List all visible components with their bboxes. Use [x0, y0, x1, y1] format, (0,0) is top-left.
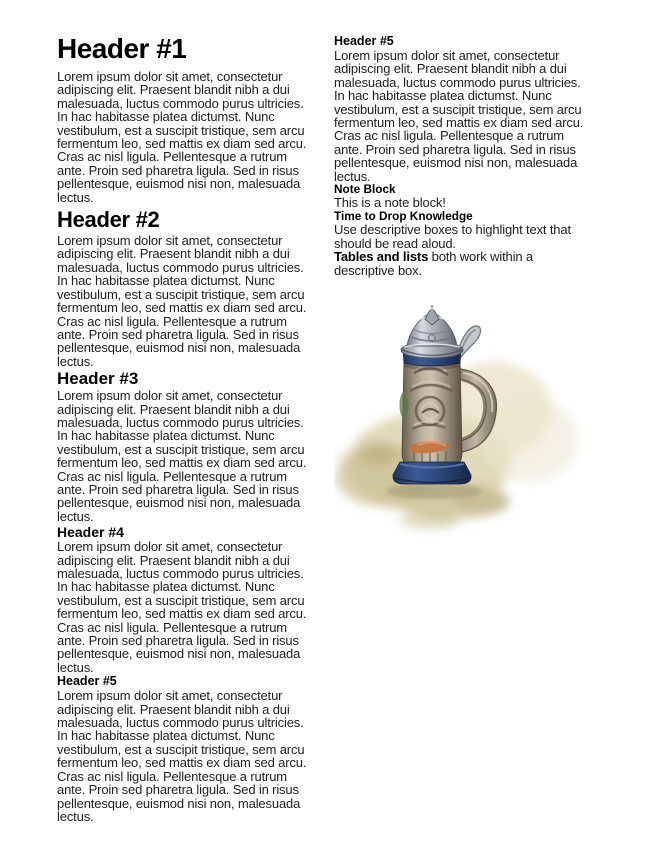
heading-4: Header #4 [57, 524, 124, 541]
drop-knowledge-label: Time to Drop Knowledge [334, 208, 473, 223]
tables-lists-paragraph [334, 250, 588, 277]
note-block-label: Note Block [334, 182, 396, 197]
heading-3: Header #3 [57, 369, 139, 389]
right-column [334, 34, 588, 537]
green-accent [400, 392, 409, 418]
tables-lists-rest: both work within a descriptive box. [334, 249, 533, 278]
heading-1: Header #1 [57, 33, 187, 64]
paragraph-4: Lorem ipsum dolor sit amet, consectetur adipiscing elit. Praesent blandit nibh a dui malesuada, luctus commodo purus ultricies. In hac habitasse platea dictumst. Nunc vestibulum, est a suscipit tristique, sem arcu fermentum leo, sed mattis ex diam sed arcu. Cras ac nisl ligula. Pellentesque a rutrum ante. Proin sed pharetra ligula. Sed in risus pellentesque, euismod nisi non, malesuada lectus. [57, 539, 307, 675]
heading-5-right: Header #5 [334, 34, 394, 48]
drop-knowledge-text: Use descriptive boxes to highlight text that should be read aloud. [334, 222, 571, 251]
stein-shadow [386, 483, 482, 499]
stein-body [400, 359, 463, 468]
stein-lid [401, 306, 463, 358]
paragraph-5: Lorem ipsum dolor sit amet, consectetur adipiscing elit. Praesent blandit nibh a dui malesuada, luctus commodo purus ultricies. In hac habitasse platea dictumst. Nunc vestibulum, est a suscipit tristique, sem arcu fermentum leo, sed mattis ex diam sed arcu. Cras ac nisl ligula. Pellentesque a rutrum ante. Proin sed pharetra ligula. Sed in risus pellentesque, euismod nisi non, malesuada lectus. [57, 688, 307, 824]
left-column [57, 34, 313, 823]
note-block-text: This is a note block! [334, 195, 446, 211]
paragraph-1: Lorem ipsum dolor sit amet, consectetur adipiscing elit. Praesent blandit nibh a dui malesuada, luctus commodo purus ultricies. In hac habitasse platea dictumst. Nunc vestibulum, est a suscipit tristique, sem arcu fermentum leo, sed mattis ex diam sed arcu. Cras ac nisl ligula. Pellentesque a rutrum ante. Proin sed pharetra ligula. Sed in risus pellentesque, euismod nisi non, malesuada lectus. [57, 69, 307, 205]
paragraph-6: Lorem ipsum dolor sit amet, consectetur adipiscing elit. Praesent blandit nibh a dui malesuada, luctus commodo purus ultricies. In hac habitasse platea dictumst. Nunc vestibulum, est a suscipit tristique, sem arcu fermentum leo, sed mattis ex diam sed arcu. Cras ac nisl ligula. Pellentesque a rutrum ante. Proin sed pharetra ligula. Sed in risus pellentesque, euismod nisi non, malesuada lectus. [334, 48, 584, 184]
tables-lists-bold: Tables and lists [334, 249, 429, 265]
heading-5-left: Header #5 [57, 674, 117, 689]
beer-stein-illustration [334, 305, 587, 537]
paragraph-2: Lorem ipsum dolor sit amet, consectetur adipiscing elit. Praesent blandit nibh a dui malesuada, luctus commodo purus ultricies. In hac habitasse platea dictumst. Nunc vestibulum, est a suscipit tristique, sem arcu fermentum leo, sed mattis ex diam sed arcu. Cras ac nisl ligula. Pellentesque a rutrum ante. Proin sed pharetra ligula. Sed in risus pellentesque, euismod nisi non, malesuada lectus. [57, 233, 307, 369]
heading-2: Header #2 [57, 207, 160, 233]
base-band [393, 462, 471, 484]
paragraph-3: Lorem ipsum dolor sit amet, consectetur adipiscing elit. Praesent blandit nibh a dui malesuada, luctus commodo purus ultricies. In hac habitasse platea dictumst. Nunc vestibulum, est a suscipit tristique, sem arcu fermentum leo, sed mattis ex diam sed arcu. Cras ac nisl ligula. Pellentesque a rutrum ante. Proin sed pharetra ligula. Sed in risus pellentesque, euismod nisi non, malesuada lectus. [57, 388, 307, 524]
